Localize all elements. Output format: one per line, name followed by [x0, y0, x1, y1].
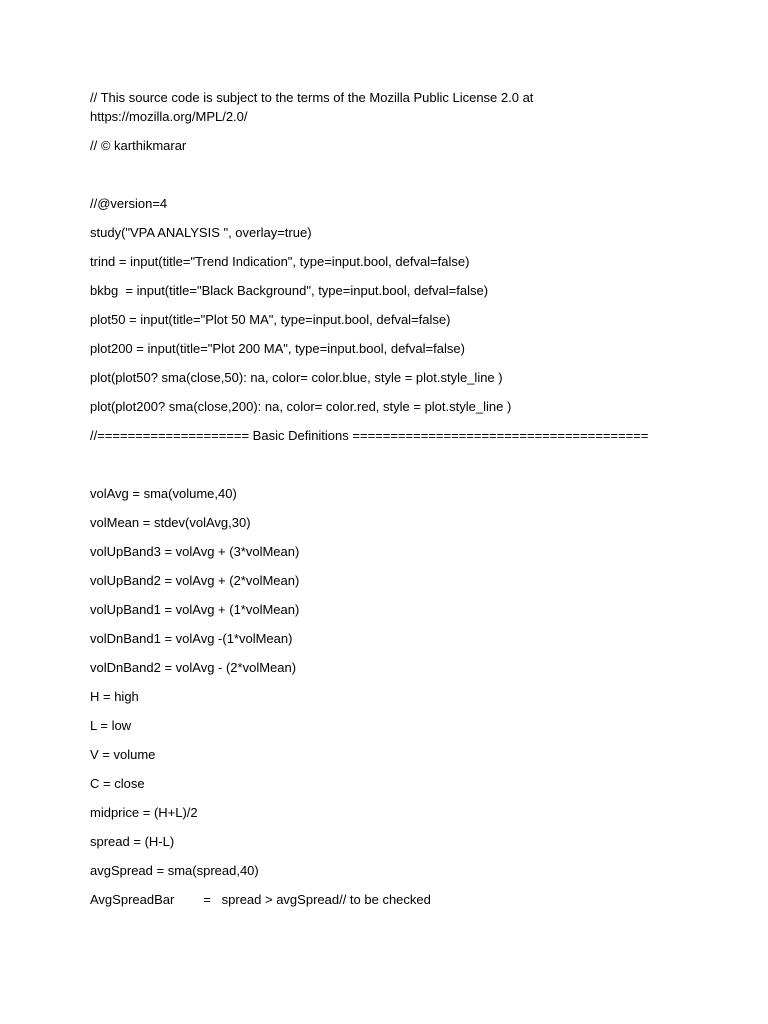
license-comment-line-1: // This source code is subject to the terms of the Mozilla Public License 2.0 at	[90, 90, 534, 105]
section-divider-comment: //==================== Basic Definitions =======================================	[90, 428, 649, 443]
code-line: L = low	[90, 718, 132, 733]
code-line: volDnBand1 = volAvg -(1*volMean)	[90, 631, 293, 646]
code-line: plot(plot50? sma(close,50): na, color= color.blue, style = plot.style_line )	[90, 370, 503, 385]
license-comment-line-2: https://mozilla.org/MPL/2.0/	[90, 109, 248, 124]
code-line: plot50 = input(title="Plot 50 MA", type=input.bool, defval=false)	[90, 312, 451, 327]
code-line: plot200 = input(title="Plot 200 MA", type=input.bool, defval=false)	[90, 341, 465, 356]
study-line: study("VPA ANALYSIS ", overlay=true)	[90, 225, 312, 240]
code-line: V = volume	[90, 747, 156, 762]
code-line: trind = input(title="Trend Indication", type=input.bool, defval=false)	[90, 254, 470, 269]
code-line: volUpBand3 = volAvg + (3*volMean)	[90, 544, 300, 559]
code-line: volAvg = sma(volume,40)	[90, 486, 237, 501]
version-line: //@version=4	[90, 196, 168, 211]
code-line: spread = (H-L)	[90, 834, 175, 849]
code-line: bkbg = input(title="Black Background", type=input.bool, defval=false)	[90, 283, 489, 298]
code-line: volMean = stdev(volAvg,30)	[90, 515, 251, 530]
code-line: midprice = (H+L)/2	[90, 805, 198, 820]
code-line: H = high	[90, 689, 139, 704]
author-comment: // © karthikmarar	[90, 138, 187, 153]
code-line: volDnBand2 = volAvg - (2*volMean)	[90, 660, 297, 675]
code-line: volUpBand2 = volAvg + (2*volMean)	[90, 573, 300, 588]
code-line: plot(plot200? sma(close,200): na, color= color.red, style = plot.style_line )	[90, 399, 512, 414]
code-line: AvgSpreadBar = spread > avgSpread// to be checked	[90, 892, 431, 907]
code-line: C = close	[90, 776, 145, 791]
code-line: avgSpread = sma(spread,40)	[90, 863, 259, 878]
code-line: volUpBand1 = volAvg + (1*volMean)	[90, 602, 300, 617]
